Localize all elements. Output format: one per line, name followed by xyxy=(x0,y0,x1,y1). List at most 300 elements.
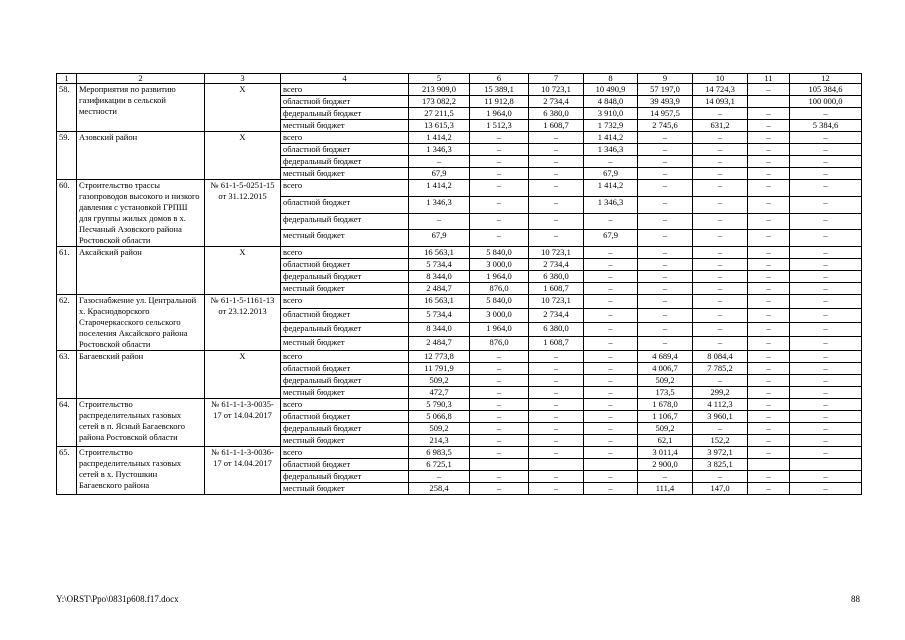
value-cell: – xyxy=(748,435,790,447)
value-cell: – xyxy=(693,471,748,483)
funding-source: федеральный бюджет xyxy=(281,156,409,168)
value-cell: – xyxy=(693,132,748,144)
funding-source: всего xyxy=(281,399,409,411)
value-cell: – xyxy=(638,295,693,309)
value-cell: – xyxy=(584,283,638,295)
value-cell: – xyxy=(693,295,748,309)
item-name: Газоснабжение ул. Центральной х. Краснодворского Старочеркасского сельского поселения Аксайского района Ростовской области xyxy=(77,295,205,351)
value-cell: – xyxy=(470,230,529,247)
value-cell: 67,9 xyxy=(409,230,470,247)
value-cell: 6 983,5 xyxy=(409,447,470,459)
value-cell: – xyxy=(470,483,529,495)
value-cell xyxy=(790,459,862,471)
value-cell: – xyxy=(529,423,584,435)
value-cell: 6 380,0 xyxy=(529,271,584,283)
value-cell: – xyxy=(748,375,790,387)
value-cell: – xyxy=(470,363,529,375)
value-cell: 1 732,9 xyxy=(584,120,638,132)
value-cell: – xyxy=(790,447,862,459)
value-cell: – xyxy=(584,213,638,230)
value-cell: 3 910,0 xyxy=(584,108,638,120)
funding-source: областной бюджет xyxy=(281,411,409,423)
value-cell: 14 957,5 xyxy=(638,108,693,120)
value-cell: – xyxy=(790,423,862,435)
value-cell: – xyxy=(748,132,790,144)
value-cell: – xyxy=(790,271,862,283)
value-cell: 4 689,4 xyxy=(638,351,693,363)
table-row xyxy=(57,247,862,259)
value-cell: 258,4 xyxy=(409,483,470,495)
value-cell: 631,2 xyxy=(693,120,748,132)
value-cell: – xyxy=(529,132,584,144)
col-header: 4 xyxy=(281,74,409,84)
value-cell: – xyxy=(748,399,790,411)
value-cell: – xyxy=(748,196,790,213)
value-cell: 1 964,0 xyxy=(470,271,529,283)
value-cell: 5 066,8 xyxy=(409,411,470,423)
value-cell: – xyxy=(470,180,529,197)
value-cell: – xyxy=(790,387,862,399)
value-cell: – xyxy=(748,108,790,120)
value-cell: 4 006,7 xyxy=(638,363,693,375)
value-cell: 2 745,6 xyxy=(638,120,693,132)
value-cell: – xyxy=(638,259,693,271)
col-header: 12 xyxy=(790,74,862,84)
value-cell: 147,0 xyxy=(693,483,748,495)
value-cell: 1 346,3 xyxy=(409,144,470,156)
value-cell: – xyxy=(693,375,748,387)
value-cell: – xyxy=(409,471,470,483)
value-cell: – xyxy=(790,295,862,309)
value-cell: 1 512,3 xyxy=(470,120,529,132)
value-cell: 213 909,0 xyxy=(409,84,470,96)
value-cell: – xyxy=(790,180,862,197)
value-cell: – xyxy=(790,309,862,323)
value-cell: 15 389,1 xyxy=(470,84,529,96)
funding-source: федеральный бюджет xyxy=(281,108,409,120)
col-header: 10 xyxy=(693,74,748,84)
value-cell: – xyxy=(470,447,529,459)
value-cell: – xyxy=(638,156,693,168)
funding-source: областной бюджет xyxy=(281,96,409,108)
value-cell: 509,2 xyxy=(409,375,470,387)
value-cell: – xyxy=(584,259,638,271)
value-cell: – xyxy=(638,247,693,259)
value-cell: – xyxy=(790,337,862,351)
item-name: Строительство распределительных газовых сетей в п. Ясный Багаевского района Ростовской области xyxy=(77,399,205,447)
value-cell: – xyxy=(790,259,862,271)
value-cell: 8 344,0 xyxy=(409,271,470,283)
value-cell: 27 211,5 xyxy=(409,108,470,120)
value-cell: 5 384,6 xyxy=(790,120,862,132)
value-cell: – xyxy=(790,471,862,483)
value-cell: 11 791,9 xyxy=(409,363,470,375)
value-cell: – xyxy=(748,247,790,259)
value-cell: 3 000,0 xyxy=(470,259,529,271)
table-row xyxy=(57,351,862,363)
value-cell: – xyxy=(584,483,638,495)
page-number: 88 xyxy=(851,594,860,604)
value-cell: 509,2 xyxy=(638,375,693,387)
value-cell: – xyxy=(584,411,638,423)
value-cell: – xyxy=(529,144,584,156)
funding-source: местный бюджет xyxy=(281,283,409,295)
item-name: Строительство трассы газопроводов высокого и низкого давления с установкой ГРПШ для группы жилых домов в х. Песчаный Азовского района Ростовской области xyxy=(77,180,205,247)
value-cell: – xyxy=(693,156,748,168)
value-cell: – xyxy=(790,132,862,144)
funding-source: всего xyxy=(281,295,409,309)
value-cell: – xyxy=(790,363,862,375)
value-cell: 472,7 xyxy=(409,387,470,399)
value-cell: – xyxy=(748,144,790,156)
value-cell: 105 384,6 xyxy=(790,84,862,96)
value-cell: – xyxy=(470,375,529,387)
funding-source: всего xyxy=(281,180,409,197)
value-cell: 1 964,0 xyxy=(470,323,529,337)
value-cell: – xyxy=(584,337,638,351)
value-cell: – xyxy=(693,423,748,435)
value-cell: – xyxy=(470,168,529,180)
value-cell: – xyxy=(638,196,693,213)
value-cell: 2 484,7 xyxy=(409,283,470,295)
value-cell: – xyxy=(638,271,693,283)
row-number: 59. xyxy=(57,132,77,180)
value-cell: – xyxy=(790,399,862,411)
value-cell: – xyxy=(790,213,862,230)
value-cell: – xyxy=(693,323,748,337)
table-row xyxy=(57,447,862,459)
value-cell: 1 346,3 xyxy=(584,196,638,213)
document-ref: X xyxy=(205,351,281,399)
value-cell: 5 840,0 xyxy=(470,247,529,259)
value-cell: 876,0 xyxy=(470,283,529,295)
value-cell: – xyxy=(584,387,638,399)
document-ref: № 61-1-1-3-0035-17 от 14.04.2017 xyxy=(205,399,281,447)
value-cell: – xyxy=(748,84,790,96)
value-cell: – xyxy=(748,295,790,309)
value-cell: 2 734,4 xyxy=(529,259,584,271)
value-cell: – xyxy=(584,363,638,375)
value-cell: – xyxy=(790,247,862,259)
funding-source: федеральный бюджет xyxy=(281,423,409,435)
value-cell: – xyxy=(693,271,748,283)
value-cell: – xyxy=(790,144,862,156)
col-header: 3 xyxy=(205,74,281,84)
value-cell: 6 380,0 xyxy=(529,108,584,120)
value-cell: – xyxy=(748,309,790,323)
value-cell: – xyxy=(748,156,790,168)
value-cell: – xyxy=(638,144,693,156)
value-cell: – xyxy=(693,196,748,213)
document-ref: № 61-1-5-1161-13 от 23.12.2013 xyxy=(205,295,281,351)
table-row xyxy=(57,84,862,96)
value-cell: – xyxy=(748,337,790,351)
value-cell xyxy=(748,96,790,108)
value-cell: – xyxy=(790,156,862,168)
row-number: 64. xyxy=(57,399,77,447)
value-cell: 10 490,9 xyxy=(584,84,638,96)
document-ref: № 61-1-1-3-0036-17 от 14.04.2017 xyxy=(205,447,281,495)
col-header: 6 xyxy=(470,74,529,84)
value-cell: 509,2 xyxy=(409,423,470,435)
value-cell: – xyxy=(748,168,790,180)
table-row xyxy=(57,132,862,144)
value-cell: 6 725,1 xyxy=(409,459,470,471)
value-cell: 62,1 xyxy=(638,435,693,447)
value-cell xyxy=(529,459,584,471)
value-cell: – xyxy=(584,471,638,483)
value-cell: 3 972,1 xyxy=(693,447,748,459)
value-cell: 1 106,7 xyxy=(638,411,693,423)
funding-source: федеральный бюджет xyxy=(281,375,409,387)
value-cell: – xyxy=(790,108,862,120)
value-cell: – xyxy=(584,435,638,447)
value-cell: 4 848,0 xyxy=(584,96,638,108)
header-row xyxy=(57,74,862,84)
value-cell: – xyxy=(584,156,638,168)
value-cell: – xyxy=(529,471,584,483)
value-cell: 2 484,7 xyxy=(409,337,470,351)
funding-source: областной бюджет xyxy=(281,309,409,323)
value-cell: – xyxy=(584,247,638,259)
value-cell: – xyxy=(790,435,862,447)
value-cell: – xyxy=(693,213,748,230)
value-cell: 67,9 xyxy=(409,168,470,180)
funding-source: всего xyxy=(281,447,409,459)
value-cell: 16 563,1 xyxy=(409,247,470,259)
row-number: 62. xyxy=(57,295,77,351)
value-cell: 13 615,3 xyxy=(409,120,470,132)
value-cell: 1 414,2 xyxy=(409,132,470,144)
funding-source: федеральный бюджет xyxy=(281,471,409,483)
value-cell: – xyxy=(748,471,790,483)
funding-source: местный бюджет xyxy=(281,120,409,132)
value-cell: 5 790,3 xyxy=(409,399,470,411)
value-cell: 1 608,7 xyxy=(529,337,584,351)
value-cell: – xyxy=(470,411,529,423)
funding-source: всего xyxy=(281,247,409,259)
value-cell: – xyxy=(584,351,638,363)
col-header: 5 xyxy=(409,74,470,84)
value-cell: – xyxy=(748,363,790,375)
table-body xyxy=(57,74,862,495)
value-cell: – xyxy=(693,144,748,156)
value-cell: – xyxy=(584,375,638,387)
value-cell: 57 197,0 xyxy=(638,84,693,96)
value-cell: 67,9 xyxy=(584,168,638,180)
col-header: 11 xyxy=(748,74,790,84)
value-cell: – xyxy=(693,337,748,351)
value-cell: – xyxy=(638,168,693,180)
value-cell: 100 000,0 xyxy=(790,96,862,108)
value-cell: – xyxy=(529,168,584,180)
value-cell: – xyxy=(529,180,584,197)
value-cell: 7 785,2 xyxy=(693,363,748,375)
col-header: 8 xyxy=(584,74,638,84)
value-cell: 1 608,7 xyxy=(529,283,584,295)
value-cell: 14 093,1 xyxy=(693,96,748,108)
value-cell: 2 900,0 xyxy=(638,459,693,471)
value-cell: 12 773,8 xyxy=(409,351,470,363)
value-cell: – xyxy=(693,230,748,247)
value-cell: – xyxy=(470,156,529,168)
value-cell: – xyxy=(470,435,529,447)
value-cell: – xyxy=(748,483,790,495)
value-cell: – xyxy=(584,423,638,435)
value-cell: – xyxy=(529,387,584,399)
funding-source: всего xyxy=(281,84,409,96)
value-cell: 1 414,2 xyxy=(409,180,470,197)
value-cell: 67,9 xyxy=(584,230,638,247)
item-name: Азовский район xyxy=(77,132,205,180)
value-cell: 1 678,0 xyxy=(638,399,693,411)
value-cell: 173 082,2 xyxy=(409,96,470,108)
value-cell: – xyxy=(470,423,529,435)
value-cell: 3 011,4 xyxy=(638,447,693,459)
value-cell xyxy=(584,459,638,471)
value-cell: – xyxy=(693,168,748,180)
value-cell: – xyxy=(693,259,748,271)
value-cell: – xyxy=(470,399,529,411)
funding-source: областной бюджет xyxy=(281,363,409,375)
value-cell: 2 734,4 xyxy=(529,309,584,323)
row-number: 58. xyxy=(57,84,77,132)
value-cell: 509,2 xyxy=(638,423,693,435)
value-cell: – xyxy=(748,120,790,132)
file-path: Y:\ORST\Ppo\0831p608.f17.docx xyxy=(56,594,179,604)
value-cell: – xyxy=(790,283,862,295)
value-cell: – xyxy=(529,483,584,495)
value-cell: – xyxy=(584,399,638,411)
funding-source: местный бюджет xyxy=(281,168,409,180)
value-cell: 39 493,9 xyxy=(638,96,693,108)
value-cell: – xyxy=(638,132,693,144)
value-cell: – xyxy=(638,323,693,337)
value-cell: – xyxy=(529,351,584,363)
value-cell: 5 734,4 xyxy=(409,309,470,323)
value-cell: 1 346,3 xyxy=(409,196,470,213)
value-cell: – xyxy=(693,309,748,323)
value-cell: – xyxy=(790,168,862,180)
row-number: 61. xyxy=(57,247,77,295)
value-cell xyxy=(748,459,790,471)
value-cell: 3 960,1 xyxy=(693,411,748,423)
value-cell: 1 346,3 xyxy=(584,144,638,156)
value-cell: – xyxy=(790,375,862,387)
value-cell: – xyxy=(748,180,790,197)
value-cell: – xyxy=(748,447,790,459)
value-cell: 5 840,0 xyxy=(470,295,529,309)
funding-source: местный бюджет xyxy=(281,483,409,495)
value-cell: – xyxy=(638,337,693,351)
table-row xyxy=(57,180,862,197)
row-number: 60. xyxy=(57,180,77,247)
col-header: 7 xyxy=(529,74,584,84)
value-cell: – xyxy=(470,351,529,363)
value-cell: 10 723,1 xyxy=(529,295,584,309)
funding-source: местный бюджет xyxy=(281,230,409,247)
row-number: 65. xyxy=(57,447,77,495)
value-cell: – xyxy=(748,411,790,423)
document-ref: № 61-1-5-0251-15 от 31.12.2015 xyxy=(205,180,281,247)
value-cell: – xyxy=(790,230,862,247)
funding-source: местный бюджет xyxy=(281,435,409,447)
value-cell: – xyxy=(748,423,790,435)
value-cell: 8 084,4 xyxy=(693,351,748,363)
value-cell: – xyxy=(584,309,638,323)
value-cell: – xyxy=(529,213,584,230)
value-cell: – xyxy=(470,196,529,213)
value-cell: 1 964,0 xyxy=(470,108,529,120)
value-cell: – xyxy=(470,213,529,230)
col-header: 1 xyxy=(57,74,77,84)
value-cell: 173,5 xyxy=(638,387,693,399)
value-cell: – xyxy=(748,213,790,230)
value-cell: – xyxy=(529,156,584,168)
value-cell: – xyxy=(584,295,638,309)
value-cell: – xyxy=(638,471,693,483)
funding-source: областной бюджет xyxy=(281,459,409,471)
funding-source: федеральный бюджет xyxy=(281,271,409,283)
value-cell: 10 723,1 xyxy=(529,84,584,96)
value-cell: – xyxy=(409,156,470,168)
value-cell: – xyxy=(529,411,584,423)
value-cell: 6 380,0 xyxy=(529,323,584,337)
value-cell: 214,3 xyxy=(409,435,470,447)
value-cell: – xyxy=(748,283,790,295)
value-cell: – xyxy=(748,271,790,283)
value-cell: – xyxy=(693,180,748,197)
value-cell: – xyxy=(529,399,584,411)
value-cell: 152,2 xyxy=(693,435,748,447)
col-header: 2 xyxy=(77,74,205,84)
value-cell: 4 112,3 xyxy=(693,399,748,411)
item-name: Мероприятия по развитию газификации в сельской местности xyxy=(77,84,205,132)
value-cell: – xyxy=(790,351,862,363)
document-ref: X xyxy=(205,84,281,132)
funding-source: местный бюджет xyxy=(281,337,409,351)
funding-source: областной бюджет xyxy=(281,259,409,271)
value-cell: 299,2 xyxy=(693,387,748,399)
item-name: Строительство распределительных газовых сетей в х. Пустошкин Багаевского района xyxy=(77,447,205,495)
item-name: Аксайский район xyxy=(77,247,205,295)
value-cell: 14 724,3 xyxy=(693,84,748,96)
value-cell: – xyxy=(529,363,584,375)
value-cell: – xyxy=(529,196,584,213)
value-cell: 876,0 xyxy=(470,337,529,351)
value-cell: 3 000,0 xyxy=(470,309,529,323)
value-cell: 5 734,4 xyxy=(409,259,470,271)
value-cell: – xyxy=(638,283,693,295)
value-cell: 2 734,4 xyxy=(529,96,584,108)
value-cell: – xyxy=(790,411,862,423)
value-cell: – xyxy=(529,375,584,387)
value-cell: 1 414,2 xyxy=(584,132,638,144)
value-cell: 1 608,7 xyxy=(529,120,584,132)
table-row xyxy=(57,399,862,411)
value-cell: – xyxy=(693,247,748,259)
funding-source: всего xyxy=(281,132,409,144)
value-cell: 16 563,1 xyxy=(409,295,470,309)
value-cell: – xyxy=(693,283,748,295)
document-ref: X xyxy=(205,247,281,295)
value-cell: – xyxy=(470,387,529,399)
value-cell: 1 414,2 xyxy=(584,180,638,197)
funding-source: федеральный бюджет xyxy=(281,213,409,230)
value-cell: – xyxy=(693,108,748,120)
value-cell: – xyxy=(584,323,638,337)
row-number: 63. xyxy=(57,351,77,399)
